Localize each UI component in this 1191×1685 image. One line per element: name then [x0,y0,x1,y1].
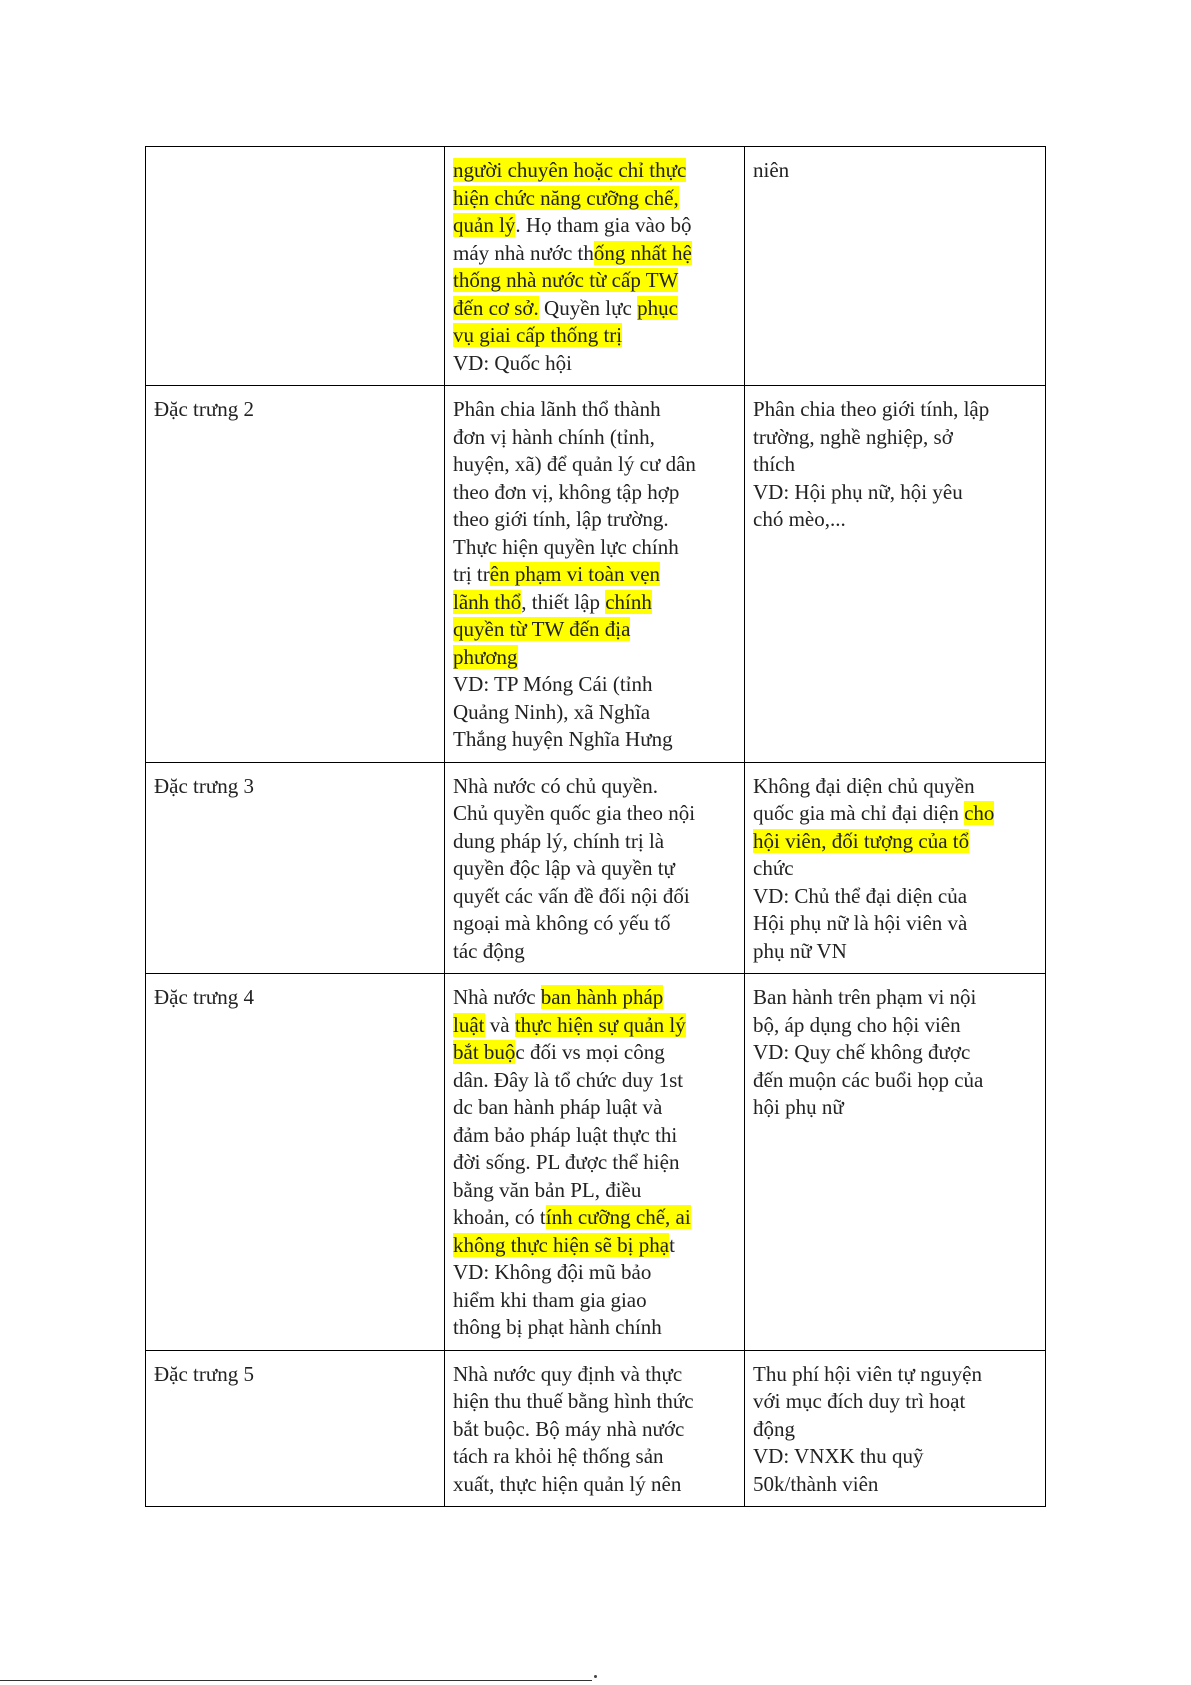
text-line [453,699,736,727]
text-segment: VD: Quy chế không được [753,1040,971,1064]
footer-mark [594,1675,597,1678]
text-segment: Nhà nước có chủ quyền. [453,773,659,798]
text-line [453,212,736,240]
text-segment: Quyền lực [538,295,638,320]
text-line [453,1094,736,1122]
text-line [453,1039,736,1067]
text-segment: theo giới tính, lập trường. [453,507,669,531]
text-segment: quốc gia mà chỉ đại diện [753,801,965,825]
text-line [453,828,736,856]
text-line [453,1416,736,1444]
text-line [753,451,1037,479]
text-segment: bắt buộc. Bộ máy nhà nước [453,1416,685,1441]
text-line [453,295,736,323]
text-segment: Thắng huyện Nghĩa Hưng [453,727,673,751]
feature-label: Đặc trưng 4 [154,985,255,1009]
state-cell [445,1350,745,1507]
text-line [453,506,736,534]
text-line [453,185,736,213]
text-segment: chức [753,856,794,880]
text-segment: VD: TP Móng Cái (tỉnh [453,672,653,696]
text-segment: hiện thu thuế bằng hình thức [453,1389,694,1413]
organization-cell [745,974,1046,1351]
text-line [753,1443,1037,1471]
text-segment: đến muộn các buổi họp của [753,1067,984,1092]
text-line [453,1259,736,1287]
text-line [453,1232,736,1260]
text-line [453,322,736,350]
text-segment: t [669,1232,675,1257]
highlighted-text: không thực hiện sẽ bị phạ [453,1232,670,1257]
text-line [453,396,736,424]
highlighted-text: thực hiện sự quản lý [514,1012,686,1037]
text-segment: tách ra khỏi hệ thống sản [453,1444,664,1468]
text-segment: bằng văn bản PL, điều [453,1177,642,1202]
text-line [453,479,736,507]
text-line [753,1416,1037,1444]
text-segment: đơn vị hành chính (tỉnh, [453,424,655,449]
text-line [453,726,736,754]
text-segment: thông bị phạt hành chính [453,1315,662,1339]
text-line [453,1067,736,1095]
text-segment: VD: Chủ thể đại diện của [753,883,968,908]
text-segment: Quảng Ninh), xã Nghĩa [453,699,651,724]
text-segment: VD: Hội phụ nữ, hội yêu [753,479,963,504]
text-line [753,984,1037,1012]
text-segment: VD: Quốc hội [453,350,572,375]
organization-cell [745,147,1046,386]
highlighted-text: vụ giai cấp thống trị [453,323,623,347]
text-line [453,451,736,479]
highlighted-text: luật [453,1012,485,1037]
text-line [453,157,736,185]
text-segment: thích [753,452,795,476]
text-line [753,1067,1037,1095]
text-segment: Thu phí hội viên tự nguyện [753,1361,982,1386]
feature-label: Đặc trưng 5 [154,1361,255,1386]
highlighted-text: thống nhà nước từ cấp TW [453,268,679,292]
feature-cell [146,1350,445,1507]
highlighted-text: hiện chức năng cưỡng chế, [453,185,679,210]
organization-cell [745,1350,1046,1507]
highlighted-text: phục [637,295,678,320]
text-line [453,984,736,1012]
footer-divider [0,1680,592,1681]
text-segment: Ban hành trên phạm vi nội [753,985,977,1009]
text-line [453,773,736,801]
table-row [146,974,1046,1351]
text-line [753,1361,1037,1389]
text-segment: đời sống. PL được thể hiện [453,1150,680,1174]
highlighted-text: đến cơ sở. [453,295,539,320]
text-segment: máy nhà nước th [453,240,594,265]
text-segment: bộ, áp dụng cho hội viên [753,1012,961,1037]
text-segment: huyện, xã) để quản lý cư dân [453,452,696,476]
state-cell [445,386,745,763]
table-row [146,147,1046,386]
text-line [753,396,1037,424]
text-line [753,800,1037,828]
text-segment: , thiết lập [521,589,606,614]
text-segment: đảm bảo pháp luật thực thi [453,1122,678,1147]
highlighted-text: phương [453,644,518,669]
text-segment: Chủ quyền quốc gia theo nội [453,801,696,825]
text-segment: Hội phụ nữ là hội viên và [753,911,968,935]
text-segment: động [753,1416,795,1441]
text-line [453,1314,736,1342]
text-line [753,157,1037,185]
feature-cell [146,762,445,974]
text-segment: VD: Không đội mũ bảo [453,1260,652,1284]
text-segment: Không đại diện chủ quyền [753,773,975,798]
highlighted-text: chính [605,589,652,614]
text-segment: Nhà nước [453,985,541,1009]
text-segment: tác động [453,938,525,963]
text-line [453,1388,736,1416]
text-segment: quyền độc lập và quyền tự [453,856,675,880]
table-row [146,1350,1046,1507]
text-segment: dân. Đây là tổ chức duy 1st [453,1067,684,1092]
highlighted-text: quản lý [453,213,516,237]
text-line [453,1149,736,1177]
text-segment: và [484,1012,515,1037]
feature-cell [146,147,445,386]
text-segment: theo đơn vị, không tập hợp [453,479,680,504]
text-segment: Phân chia lãnh thổ thành [453,397,661,421]
text-segment: niên [753,158,790,182]
text-line [753,910,1037,938]
highlighted-text: ính cưỡng chế, ai [545,1205,691,1229]
text-line [753,855,1037,883]
text-line [453,855,736,883]
text-line [453,883,736,911]
text-line [453,800,736,828]
feature-label: Đặc trưng 2 [154,397,255,421]
text-line [453,1471,736,1499]
feature-cell [146,974,445,1351]
text-line [753,1388,1037,1416]
text-line [453,534,736,562]
text-segment: quyết các vấn đề đối nội đối [453,883,690,908]
text-segment: trị tr [453,562,490,586]
text-line [453,1204,736,1232]
text-segment: . Họ tham gia vào bộ [515,213,692,237]
highlighted-text: bắt buộ [453,1040,516,1064]
state-cell [445,974,745,1351]
text-line [453,424,736,452]
text-segment: với mục đích duy trì hoạt [753,1389,966,1413]
text-line [453,1287,736,1315]
text-line [453,1122,736,1150]
organization-cell [745,762,1046,974]
text-segment: 50k/thành viên [753,1471,879,1496]
text-segment: dc ban hành pháp luật và [453,1095,663,1119]
text-line [753,1039,1037,1067]
state-cell [445,762,745,974]
text-segment: ngoại mà không có yếu tố [453,911,671,935]
text-line [453,350,736,378]
text-segment: Phân chia theo giới tính, lập [753,397,990,421]
text-line [753,479,1037,507]
text-line [753,828,1037,856]
text-line [753,1471,1037,1499]
state-cell [445,147,745,386]
text-segment: Nhà nước quy định và thực [453,1361,683,1386]
feature-label: Đặc trưng 3 [154,773,255,798]
text-line [453,1361,736,1389]
text-segment: chó mèo,... [753,507,846,531]
highlighted-text: người chuyên hoặc chỉ thực [453,158,687,182]
text-line [453,1443,736,1471]
text-segment: Thực hiện quyền lực chính [453,534,679,559]
text-line [453,616,736,644]
highlighted-text: ên phạm vi toàn vẹn [489,562,661,586]
text-segment: hội phụ nữ [753,1095,844,1119]
table-row [146,762,1046,974]
text-line [753,773,1037,801]
text-line [453,938,736,966]
text-line [453,910,736,938]
highlighted-text: hội viên, đối tượng của tổ [753,828,970,853]
highlighted-text: quyền từ TW đến địa [453,617,631,641]
text-segment: c đối vs mọi công [515,1040,665,1064]
table-row [146,386,1046,763]
comparison-table [145,146,1046,1507]
table-body [146,147,1046,1507]
text-segment: hiểm khi tham gia giao [453,1287,647,1312]
text-segment: phụ nữ VN [753,938,847,963]
text-line [453,240,736,268]
highlighted-text: ống nhất hệ [593,240,692,265]
highlighted-text: lãnh thổ [453,589,522,614]
highlighted-text: cho [964,801,995,825]
text-line [453,589,736,617]
text-segment: dung pháp lý, chính trị là [453,828,665,853]
text-line [453,644,736,672]
text-line [453,561,736,589]
text-line [753,1094,1037,1122]
text-line [753,938,1037,966]
text-segment: trường, nghề nghiệp, sở [753,424,953,449]
text-segment: VD: VNXK thu quỹ [753,1444,924,1468]
text-line [753,424,1037,452]
text-line [453,1177,736,1205]
highlighted-text: ban hành pháp [540,985,664,1009]
text-line [753,506,1037,534]
text-line [453,671,736,699]
organization-cell [745,386,1046,763]
text-segment: xuất, thực hiện quản lý nên [453,1471,682,1496]
feature-cell [146,386,445,763]
text-line [453,1012,736,1040]
text-line [753,1012,1037,1040]
text-segment: khoản, có t [453,1205,546,1229]
text-line [453,267,736,295]
text-line [753,883,1037,911]
